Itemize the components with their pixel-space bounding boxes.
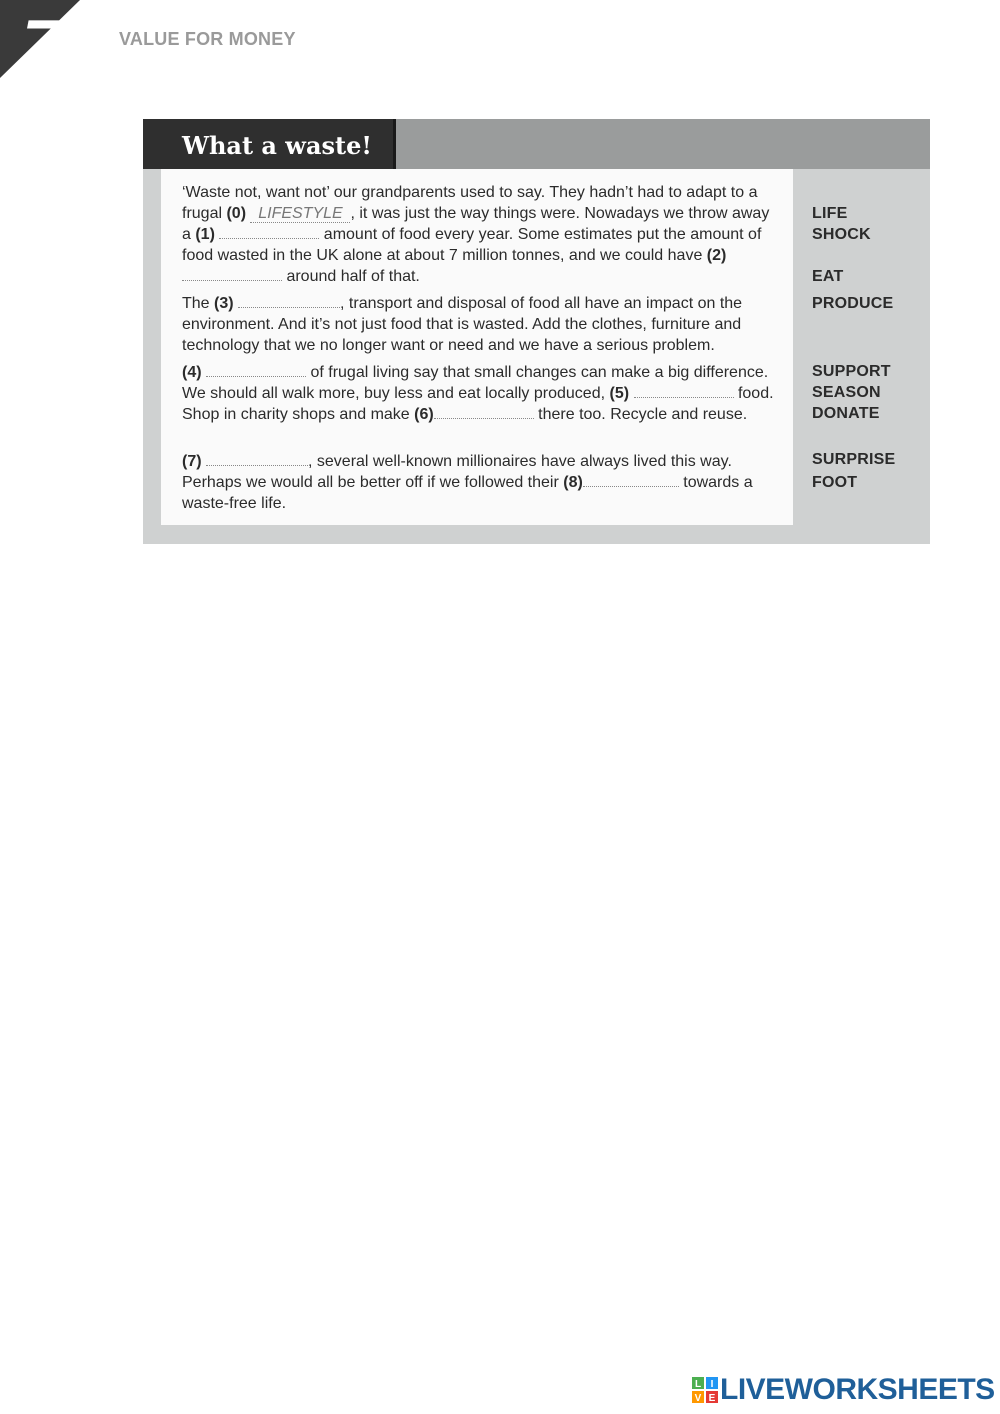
paragraph-2 xyxy=(182,293,782,356)
unit-title: VALUE FOR MONEY xyxy=(119,29,296,49)
gap-number-6: (6) xyxy=(414,406,434,423)
mark-letter-l: L xyxy=(694,1379,702,1390)
mark-letter-v: V xyxy=(694,1393,702,1403)
mark-letter-e: E xyxy=(708,1393,716,1403)
gap-number-2: (2) xyxy=(706,247,727,264)
unit-number-badge xyxy=(0,0,80,78)
gap-2-blank[interactable] xyxy=(182,266,282,281)
gap-0-example-answer: LIFESTYLE xyxy=(250,206,350,223)
liveworksheets-mark-icon xyxy=(692,1377,718,1403)
paragraph-text: food. Shop in charity shops and make xyxy=(182,385,774,423)
keyword-season: SEASON xyxy=(812,384,881,401)
paragraph-text: amount of food every year. Some estimates put the amount of food wasted in the UK alone at about 7 million tonnes, and we could have xyxy=(182,226,762,264)
keyword-produce: PRODUCE xyxy=(812,295,894,312)
gap-4-blank[interactable] xyxy=(206,362,306,377)
keyword-shock: SHOCK xyxy=(812,226,871,243)
paragraph-4 xyxy=(182,451,782,514)
paragraph-text: there too. Recycle and reuse. xyxy=(533,406,748,423)
keyword-support: SUPPORT xyxy=(812,363,891,380)
paragraph-text: towards a waste-free life. xyxy=(182,474,753,512)
exercise-title: What a waste! xyxy=(182,131,372,160)
paragraph-text: , several well-known millionaires have always lived this way. Perhaps we would all be better off if we followed their xyxy=(182,453,732,491)
keyword-donate: DONATE xyxy=(812,405,880,422)
exercise-panel xyxy=(143,119,930,544)
paragraph-3 xyxy=(182,362,782,425)
gap-6-blank[interactable] xyxy=(434,404,534,419)
keyword-eat: EAT xyxy=(812,268,844,285)
gap-number-3: (3) xyxy=(214,295,234,312)
unit-number: 7 xyxy=(22,6,63,78)
brand-name: LIVEWORKSHEETS xyxy=(720,1373,995,1406)
gap-5-blank[interactable] xyxy=(634,383,734,398)
liveworksheets-logo[interactable] xyxy=(692,1374,995,1406)
panel-header xyxy=(143,119,930,169)
title-box xyxy=(143,119,396,169)
paragraph-text: The xyxy=(182,295,215,312)
gap-3-blank[interactable] xyxy=(238,293,340,308)
gap-number-7: (7) xyxy=(182,453,202,470)
mark-letter-i: I xyxy=(710,1379,714,1390)
paragraph-text: , transport and disposal of food all have an impact on the environment. And it’s not just food that is wasted. Add the clothes, furniture and technology that we no longer want or need and we have a serious problem. xyxy=(182,295,743,354)
gap-7-blank[interactable] xyxy=(206,451,308,466)
paragraph-text: around half of that. xyxy=(282,268,420,285)
keyword-foot: FOOT xyxy=(812,474,858,491)
gap-8-blank[interactable] xyxy=(583,472,679,487)
gap-number-4: (4) xyxy=(182,364,202,381)
paragraph-1 xyxy=(182,182,782,287)
paragraph-text: , it was just the way things were. Nowadays we throw away a xyxy=(182,205,770,243)
gap-number-1: (1) xyxy=(195,226,215,243)
paragraph-text: of frugal living say that small changes can make a big difference. We should all walk more, buy less and eat locally produced, xyxy=(182,364,769,402)
keyword-life: LIFE xyxy=(812,205,848,222)
keyword-surprise: SURPRISE xyxy=(812,451,896,468)
gap-1-blank[interactable] xyxy=(219,224,319,239)
paragraph-text: ‘Waste not, want not’ our grandparents used to say. They hadn’t had to adapt to a frugal xyxy=(182,184,758,222)
gap-number-8: (8) xyxy=(563,474,583,491)
text-area xyxy=(161,169,793,525)
gap-number-5: (5) xyxy=(609,385,630,402)
gap-number-0: (0) xyxy=(226,205,247,222)
